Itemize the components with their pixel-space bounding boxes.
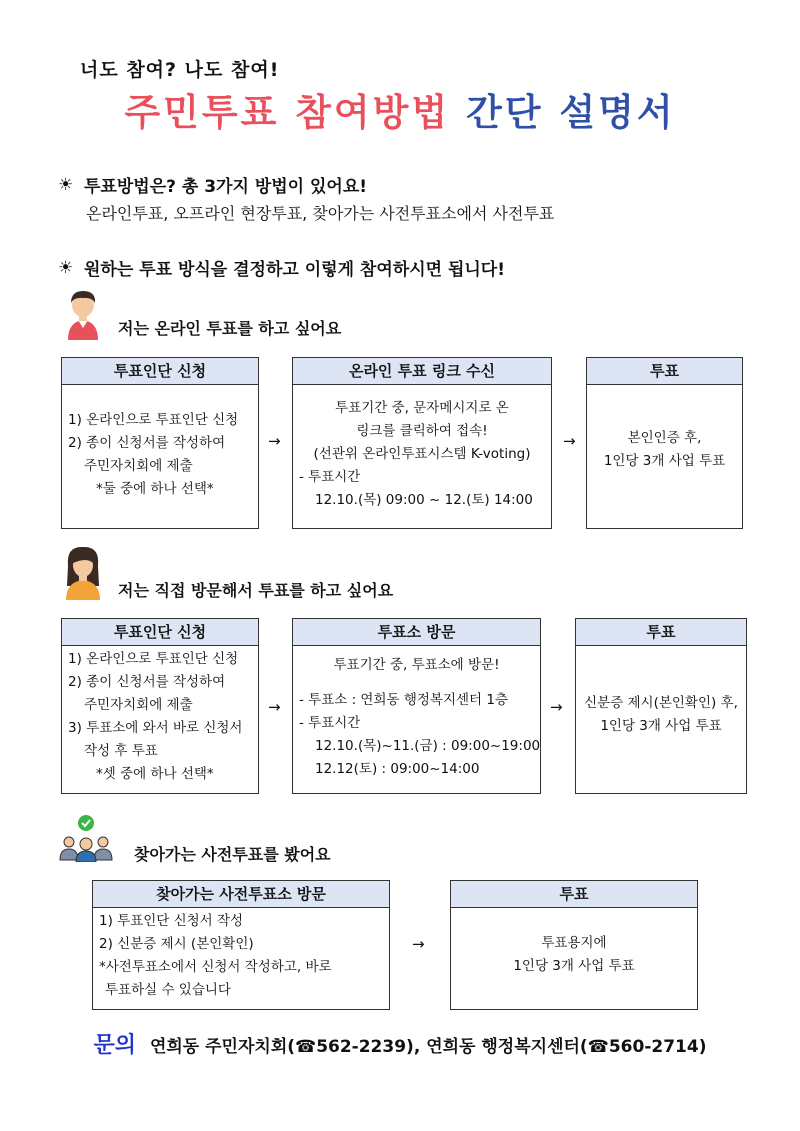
arrow-icon: →	[550, 698, 563, 716]
intro-bullet-1	[58, 172, 367, 197]
online-step3-box: 투표 본인인증 후, 1인당 3개 사업 투표	[586, 357, 743, 529]
arrow-icon: →	[563, 432, 576, 450]
offline-step2-box: 투표소 방문 투표기간 중, 투표소에 방문! - 투표소 : 연희동 행정복지센터 1층 - 투표시간 12.10.(목)~11.(금) : 09:00~19:00 12.12(토) : 09:00~14:00	[292, 618, 541, 794]
offline-label: 저는 직접 방문해서 투표를 하고 싶어요	[118, 581, 394, 600]
inquiry-label: 문의	[93, 1033, 137, 1058]
box-head: 찾아가는 사전투표소 방문	[93, 881, 389, 908]
page-title	[0, 82, 800, 136]
box-head: 온라인 투표 링크 수신	[293, 358, 551, 385]
arrow-icon: →	[412, 935, 425, 953]
title-part1: 주민투표 참여방법	[124, 91, 451, 134]
box-head: 투표	[451, 881, 697, 908]
arrow-icon: →	[268, 432, 281, 450]
sun-icon: ☀	[58, 174, 74, 195]
box-head: 투표	[576, 619, 746, 646]
intro-bullet-1-text: 투표방법은? 총 3가지 방법이 있어요!	[84, 177, 368, 197]
contact-info: 연희동 주민자치회(☎562-2239), 연희동 행정복지센터(☎560-2714)	[149, 1037, 707, 1057]
subtitle: 너도 참여? 나도 참여!	[80, 59, 280, 81]
group-check-icon	[58, 814, 114, 862]
online-step1-box: 투표인단 신청 1) 온라인으로 투표인단 신청 2) 종이 신청서를 작성하여 주민자치회에 제출 *둘 중에 하나 선택*	[61, 357, 259, 529]
sun-icon: ☀	[58, 257, 74, 278]
box-head: 투표인단 신청	[62, 619, 258, 646]
intro-bullet-2-text: 원하는 투표 방식을 결정하고 이렇게 참여하시면 됩니다!	[84, 260, 505, 280]
box-head: 투표소 방문	[293, 619, 540, 646]
online-label: 저는 온라인 투표를 하고 싶어요	[118, 319, 342, 338]
arrow-icon: →	[268, 698, 281, 716]
man-icon	[62, 286, 104, 340]
visiting-label: 찾아가는 사전투표를 봤어요	[134, 845, 331, 864]
woman-icon	[62, 544, 104, 600]
intro-bullet-2	[58, 255, 505, 280]
contact-footer	[0, 1028, 800, 1059]
title-part2: 간단 설명서	[466, 91, 676, 134]
online-step2-box: 온라인 투표 링크 수신 투표기간 중, 문자메시지로 온 링크를 클릭하여 접속! (선관위 온라인투표시스템 K-voting) - 투표시간 12.10.(목) 09:00 ~ 12.(토) 14:00	[292, 357, 552, 529]
box-head: 투표인단 신청	[62, 358, 258, 385]
offline-step3-box: 투표 신분증 제시(본인확인) 후, 1인당 3개 사업 투표	[575, 618, 747, 794]
visiting-step1-box: 찾아가는 사전투표소 방문 1) 투표인단 신청서 작성 2) 신분증 제시 (본인확인) *사전투표소에서 신청서 작성하고, 바로 투표하실 수 있습니다	[92, 880, 390, 1010]
box-head: 투표	[587, 358, 742, 385]
methods-text: 온라인투표, 오프라인 현장투표, 찾아가는 사전투표소에서 사전투표	[86, 204, 555, 223]
visiting-step2-box: 투표 투표용지에 1인당 3개 사업 투표	[450, 880, 698, 1010]
offline-step1-box: 투표인단 신청 1) 온라인으로 투표인단 신청 2) 종이 신청서를 작성하여 주민자치회에 제출 3) 투표소에 와서 바로 신청서 작성 후 투표 *셋 중에 하나 선택*	[61, 618, 259, 794]
